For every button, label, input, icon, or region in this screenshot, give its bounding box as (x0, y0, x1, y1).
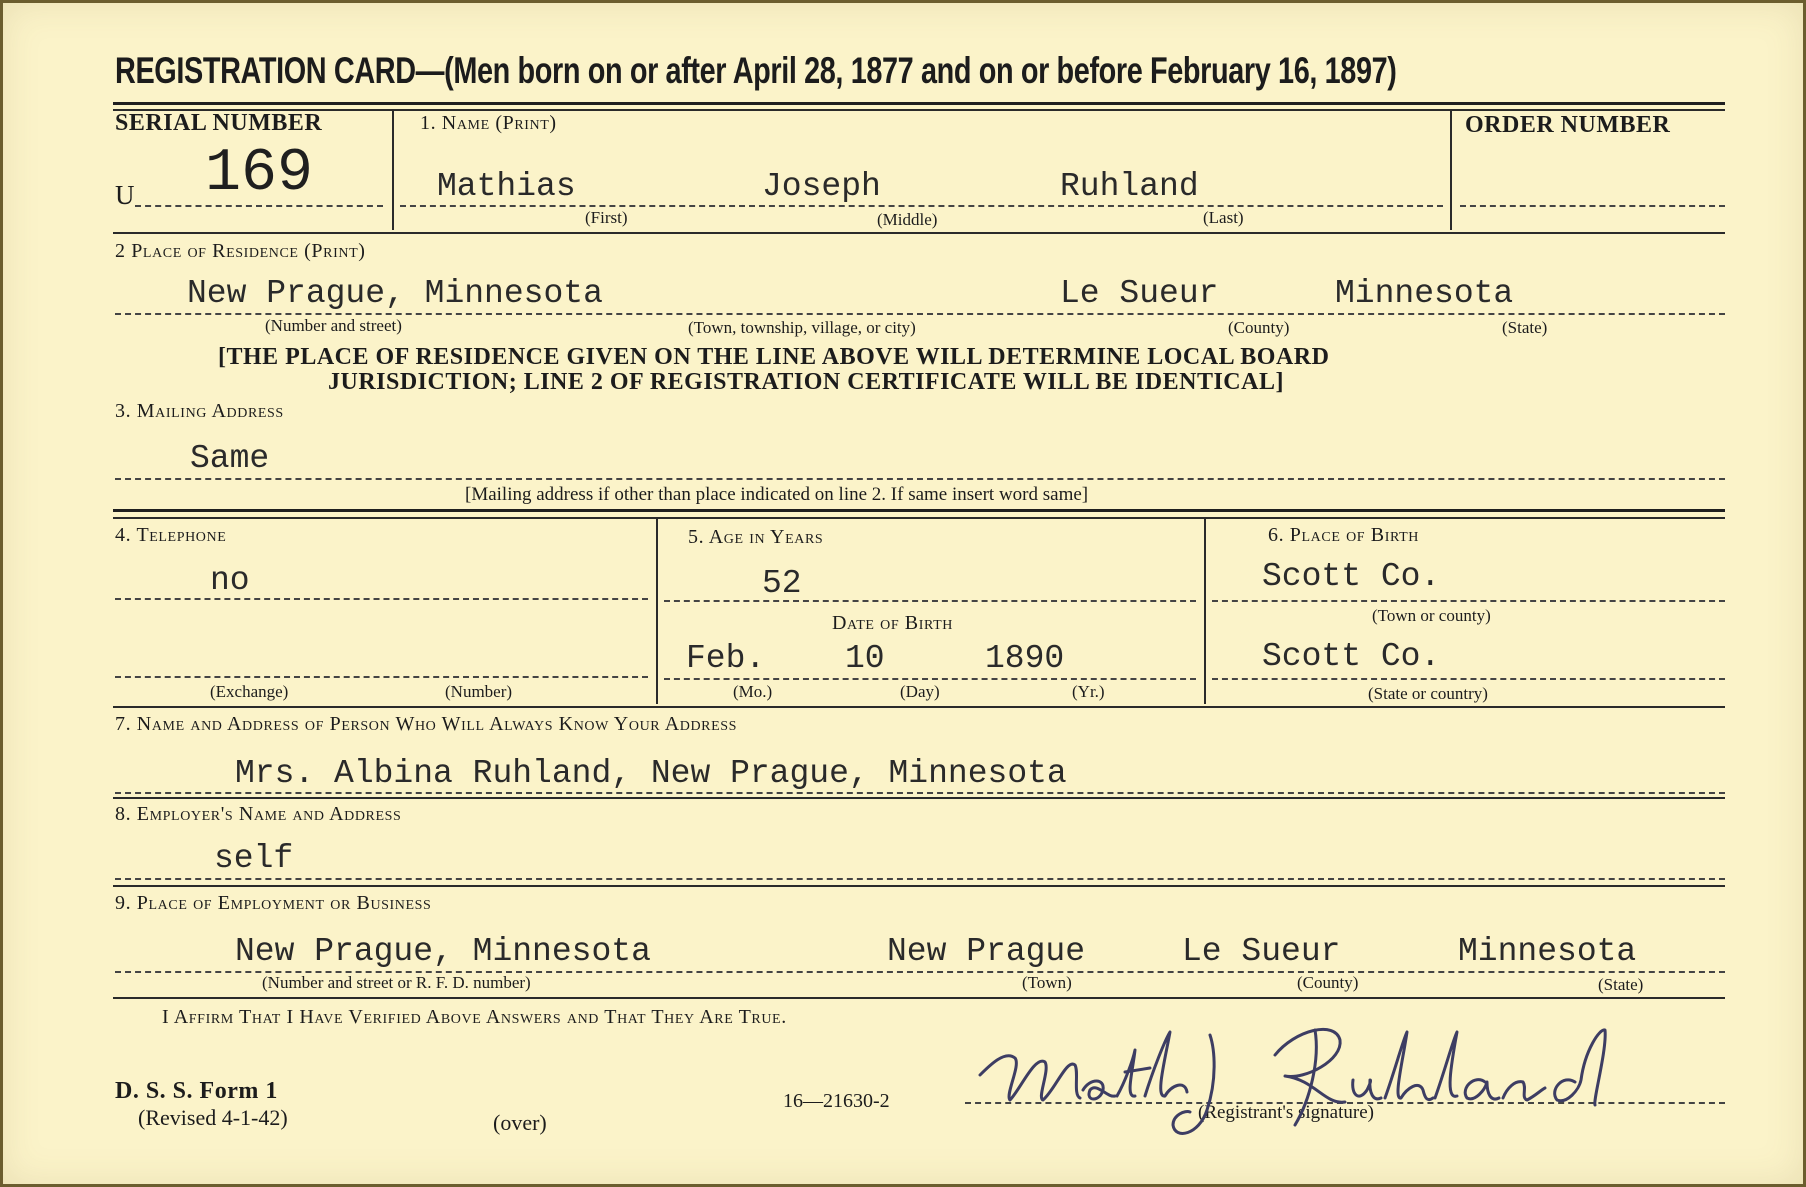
divider (656, 518, 658, 704)
employment-town: New Prague (887, 933, 1086, 970)
residence-street-caption: (Number and street) (265, 316, 402, 335)
employer-label: 8. Employer's Name and Address (115, 803, 402, 825)
signature-caption: (Registrant's signature) (1198, 1102, 1374, 1123)
divider (1204, 518, 1206, 704)
telephone-line-2 (115, 676, 648, 678)
name-last-caption: (Last) (1203, 208, 1244, 227)
age-value: 52 (762, 565, 802, 602)
birthplace-line-2 (1212, 678, 1725, 680)
residence-county: Le Sueur (1060, 275, 1219, 312)
card-title: REGISTRATION CARD—(Men born on or after April 28, 1877 and on or before February 16, 1897) (115, 50, 1397, 91)
name-label: 1. Name (Print) (420, 112, 557, 134)
name-first-caption: (First) (585, 208, 628, 227)
order-number-label: ORDER NUMBER (1465, 112, 1671, 138)
employment-town-caption: (Town) (1022, 973, 1072, 992)
telephone-exchange-caption: (Exchange) (210, 682, 289, 701)
employment-county: Le Sueur (1182, 933, 1341, 970)
contact-label: 7. Name and Address of Person Who Will Always Know Your Address (115, 713, 738, 735)
birthplace-state: Scott Co. (1262, 638, 1441, 675)
rule (113, 232, 1725, 234)
birthplace-line (1212, 600, 1725, 602)
mailing-address-label: 3. Mailing Address (115, 400, 284, 422)
print-code: 16—21630-2 (783, 1090, 890, 1112)
mailing-address-value: Same (190, 440, 270, 477)
name-middle: Joseph (762, 168, 881, 205)
serial-line (135, 205, 383, 207)
employer-value: self (214, 840, 294, 877)
telephone-line (115, 598, 648, 600)
telephone-value: no (210, 562, 250, 599)
name-line (400, 205, 1443, 207)
rule (113, 517, 1725, 519)
birthplace-town: Scott Co. (1262, 558, 1441, 595)
mailing-line (115, 478, 1725, 480)
birth-day-caption: (Day) (900, 682, 940, 701)
over-note: (over) (493, 1110, 547, 1135)
serial-prefix: U (115, 180, 135, 210)
birthplace-town-caption: (Town or county) (1372, 606, 1491, 625)
residence-town-caption: (Town, township, village, or city) (688, 318, 916, 337)
employment-street: New Prague, Minnesota (235, 933, 651, 970)
name-last: Ruhland (1060, 168, 1199, 205)
order-number-line (1460, 205, 1725, 207)
form-id: D. S. S. Form 1 (115, 1078, 278, 1104)
contact-line (115, 792, 1725, 794)
residence-state-caption: (State) (1502, 318, 1548, 337)
birth-year: 1890 (985, 640, 1065, 677)
birth-month: Feb. (686, 640, 766, 677)
residence-town: New Prague, Minnesota (187, 275, 603, 312)
residence-county-caption: (County) (1228, 318, 1290, 337)
employment-state: Minnesota (1458, 933, 1637, 970)
age-label: 5. Age in Years (688, 526, 824, 548)
residence-note-line-2: JURISDICTION; LINE 2 OF REGISTRATION CERTIFICATE WILL BE IDENTICAL] (328, 369, 1284, 395)
telephone-number-caption: (Number) (445, 682, 513, 701)
rule (113, 706, 1725, 708)
place-of-birth-label: 6. Place of Birth (1268, 524, 1419, 546)
registrant-signature (975, 1010, 1715, 1150)
rule (113, 997, 1725, 999)
name-first: Mathias (437, 168, 576, 205)
employer-line (115, 878, 1725, 880)
date-of-birth-label: Date of Birth (832, 612, 953, 634)
residence-state: Minnesota (1335, 275, 1514, 312)
birth-line (664, 678, 1196, 680)
serial-number-label: SERIAL NUMBER (115, 110, 323, 136)
rule (113, 509, 1725, 512)
name-middle-caption: (Middle) (877, 210, 938, 229)
rule (113, 885, 1725, 887)
divider (392, 110, 394, 230)
birthplace-state-caption: (State or country) (1368, 684, 1488, 703)
divider (1450, 110, 1452, 230)
serial-number-value: 169 (205, 140, 314, 208)
affirmation: I Affirm That I Have Verified Above Answers and That They Are True. (162, 1006, 787, 1028)
residence-line (115, 313, 1725, 315)
employment-place-label: 9. Place of Employment or Business (115, 892, 432, 914)
mailing-note: [Mailing address if other than place indicated on line 2. If same insert word same] (465, 484, 1089, 505)
residence-note-line-1: [THE PLACE OF RESIDENCE GIVEN ON THE LINE ABOVE WILL DETERMINE LOCAL BOARD (218, 344, 1330, 370)
residence-label: 2 Place of Residence (Print) (115, 240, 366, 262)
top-rule (113, 102, 1725, 105)
employment-county-caption: (County) (1297, 973, 1359, 992)
age-line (664, 600, 1196, 602)
birth-day: 10 (845, 640, 885, 677)
birth-year-caption: (Yr.) (1072, 682, 1105, 701)
telephone-label: 4. Telephone (115, 524, 227, 546)
employment-street-caption: (Number and street or R. F. D. number) (262, 973, 531, 992)
rule (113, 797, 1725, 799)
top-rule-2 (113, 109, 1725, 111)
contact-value: Mrs. Albina Ruhland, New Prague, Minnesota (235, 755, 1067, 792)
birth-month-caption: (Mo.) (733, 682, 773, 701)
form-revision: (Revised 4-1-42) (138, 1105, 288, 1130)
employment-state-caption: (State) (1598, 975, 1644, 994)
